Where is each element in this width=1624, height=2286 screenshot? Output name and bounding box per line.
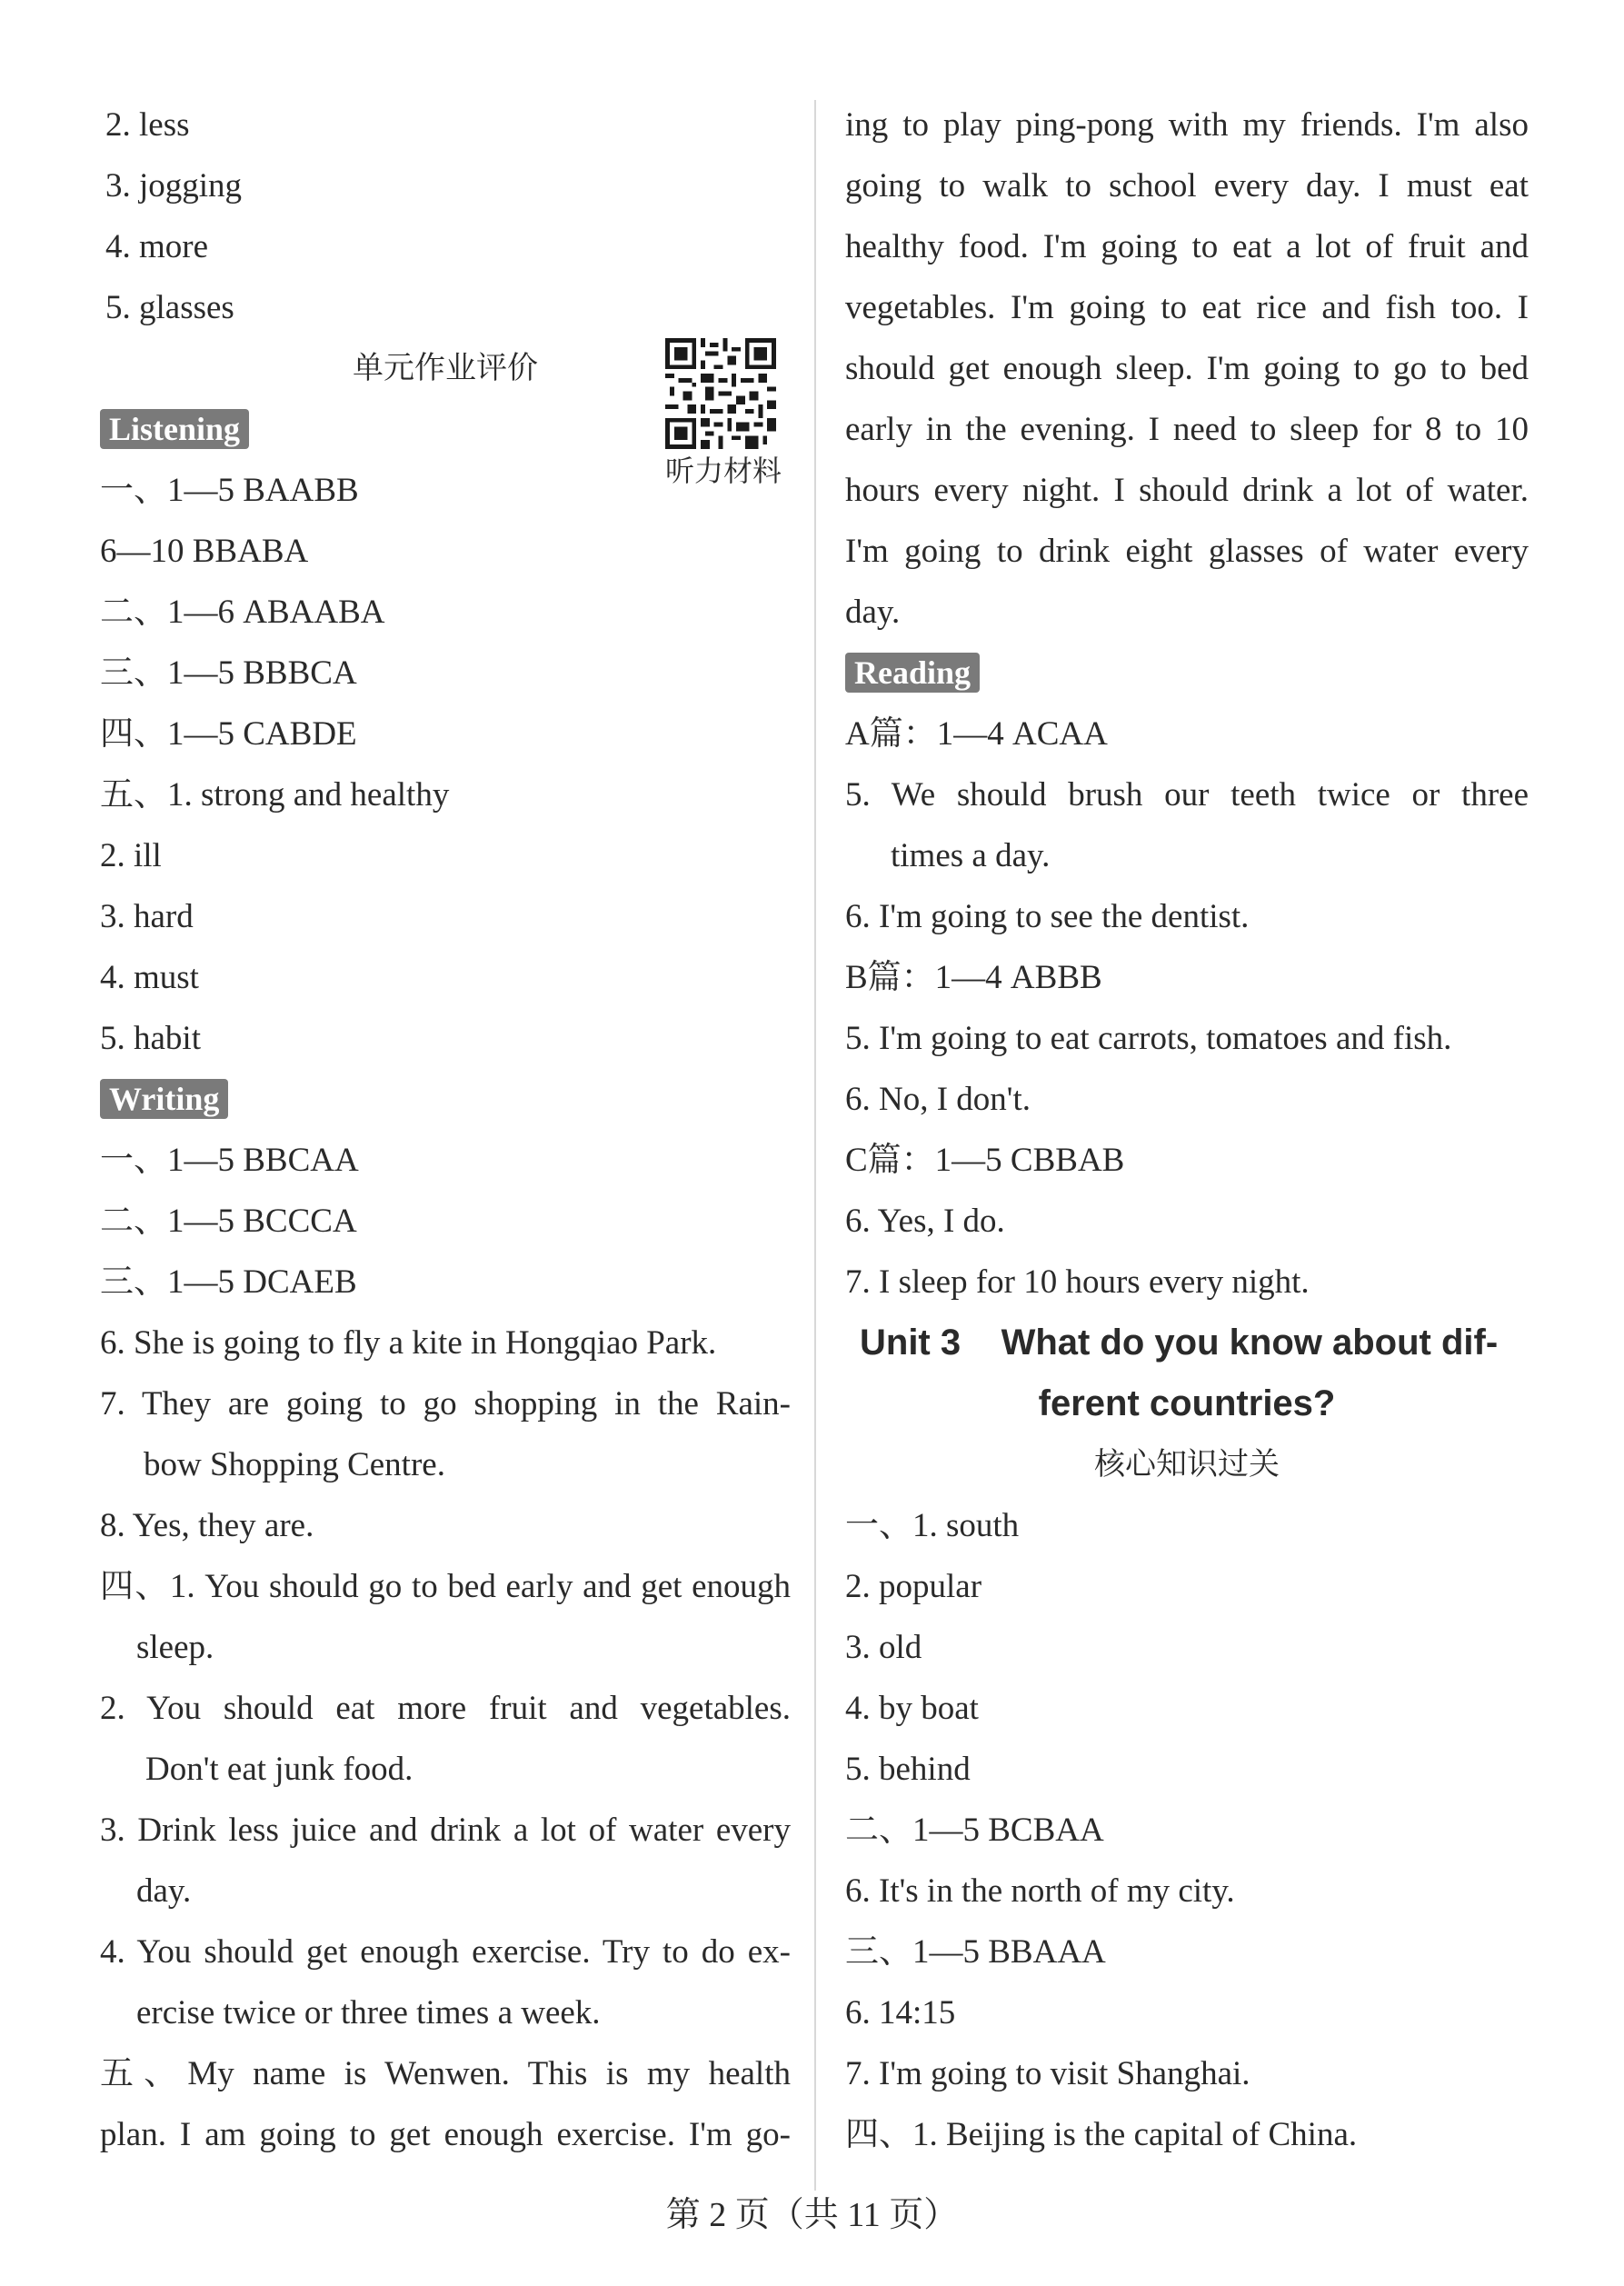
answer-line: 6. No, I don't.	[845, 1081, 1031, 1118]
answer-line: 一、1. south	[845, 1507, 1020, 1544]
column-divider	[814, 100, 816, 2191]
essay-line: hours every night. I should drink a lot of water.	[845, 472, 1529, 509]
answer-line: 5. glasses	[105, 289, 234, 326]
answer-line: 2. ill	[100, 837, 162, 874]
essay-line: going to walk to school every day. I must eat	[845, 167, 1529, 205]
answer-line: 4. must	[100, 959, 199, 996]
unit-title-continued: ferent countries?	[1038, 1383, 1336, 1423]
answer-line-continued: day.	[136, 1872, 192, 1910]
answer-line: 4. You should get enough exercise. Try to do ex-	[100, 1933, 791, 1971]
essay-line: I'm going to drink eight glasses of water every	[845, 533, 1529, 570]
unit-title: Unit 3 What do you know about dif-	[860, 1323, 1499, 1363]
writing-tag: Writing	[100, 1079, 228, 1119]
answer-line: 6. 14:15	[845, 1994, 956, 2031]
reading-tag: Reading	[845, 653, 980, 693]
answer-line: 6. Yes, I do.	[845, 1203, 1005, 1240]
answer-line: 6. It's in the north of my city.	[845, 1872, 1235, 1910]
essay-line: plan. I am going to get enough exercise. I'm go-	[100, 2116, 791, 2153]
answer-line: 三、1—5 DCAEB	[100, 1263, 357, 1301]
answer-line: 四、1—5 CABDE	[100, 715, 357, 753]
answer-line: 3. jogging	[105, 167, 243, 205]
essay-line: ing to play ping-pong with my friends. I'm also	[845, 106, 1529, 144]
answer-line: 二、1—5 BCCCA	[100, 1203, 357, 1240]
answer-line: 3. hard	[100, 898, 194, 935]
answer-line: 一、1—5 BBCAA	[100, 1142, 359, 1179]
answer-line-continued: ercise twice or three times a week.	[136, 1994, 601, 2031]
qr-code-icon[interactable]	[665, 338, 776, 449]
essay-line: early in the evening. I need to sleep for 8 to 10	[845, 411, 1529, 448]
answer-line: 5. behind	[845, 1751, 971, 1788]
answer-line: 4. by boat	[845, 1690, 979, 1727]
answer-line: B篇：1—4 ABBB	[845, 959, 1102, 996]
essay-line: 五、My name is Wenwen. This is my health	[100, 2055, 791, 2092]
answer-line: 4. more	[105, 228, 209, 265]
answer-line: 2. You should eat more fruit and vegetables.	[100, 1690, 791, 1727]
answer-line: 一、1—5 BAABB	[100, 472, 359, 509]
page-number-footer: 第 2 页（共 11 页）	[665, 2196, 959, 2234]
answer-line: 7. I sleep for 10 hours every night.	[845, 1263, 1310, 1301]
answer-line: 6. She is going to fly a kite in Hongqiao Park.	[100, 1324, 717, 1362]
listening-tag: Listening	[100, 409, 249, 449]
section-title-unit-evaluation: 单元作业评价	[353, 350, 538, 386]
essay-line: should get enough sleep. I'm going to go to bed	[845, 350, 1529, 387]
answer-line: 三、1—5 BBAAA	[845, 1933, 1106, 1971]
answer-line: 3. Drink less juice and drink a lot of water every	[100, 1812, 791, 1849]
essay-line: day.	[845, 594, 901, 631]
answer-line: A篇：1—4 ACAA	[845, 715, 1108, 753]
answer-line: 二、1—6 ABAABA	[100, 594, 385, 631]
answer-line: 6. I'm going to see the dentist.	[845, 898, 1250, 935]
answer-line: 7. They are going to go shopping in the Rain-	[100, 1385, 791, 1423]
answer-line-continued: bow Shopping Centre.	[144, 1446, 445, 1483]
answer-line: 5. We should brush our teeth twice or three	[845, 776, 1529, 814]
answer-line: 5. habit	[100, 1020, 201, 1057]
answer-line: 四、1. Beijing is the capital of China.	[845, 2116, 1358, 2153]
essay-line: vegetables. I'm going to eat rice and fish too. I	[845, 289, 1529, 326]
essay-line: healthy food. I'm going to eat a lot of fruit and	[845, 228, 1529, 265]
answer-line: 五、1. strong and healthy	[100, 776, 450, 814]
answer-line-continued: Don't eat junk food.	[145, 1751, 413, 1788]
answer-line: 四、1. You should go to bed early and get enough	[100, 1568, 791, 1605]
section-title-core-knowledge: 核心知识过关	[1094, 1446, 1280, 1482]
answer-line: 8. Yes, they are.	[100, 1507, 314, 1544]
right-column	[845, 95, 1529, 2165]
answer-line-continued: sleep.	[136, 1629, 214, 1666]
answer-line: 2. popular	[845, 1568, 982, 1605]
answer-line: 6—10 BBABA	[100, 533, 309, 570]
answer-line: 3. old	[845, 1629, 922, 1666]
qr-label: 听力材料	[664, 454, 782, 488]
answer-line-continued: times a day.	[891, 837, 1051, 874]
answer-line: 三、1—5 BBBCA	[100, 654, 357, 692]
answer-line: 7. I'm going to visit Shanghai.	[845, 2055, 1250, 2092]
answer-line: 二、1—5 BCBAA	[845, 1812, 1104, 1849]
answer-line: 2. less	[105, 106, 190, 144]
answer-line: 5. I'm going to eat carrots, tomatoes and fish.	[845, 1020, 1452, 1057]
answer-line: C篇：1—5 CBBAB	[845, 1142, 1125, 1179]
